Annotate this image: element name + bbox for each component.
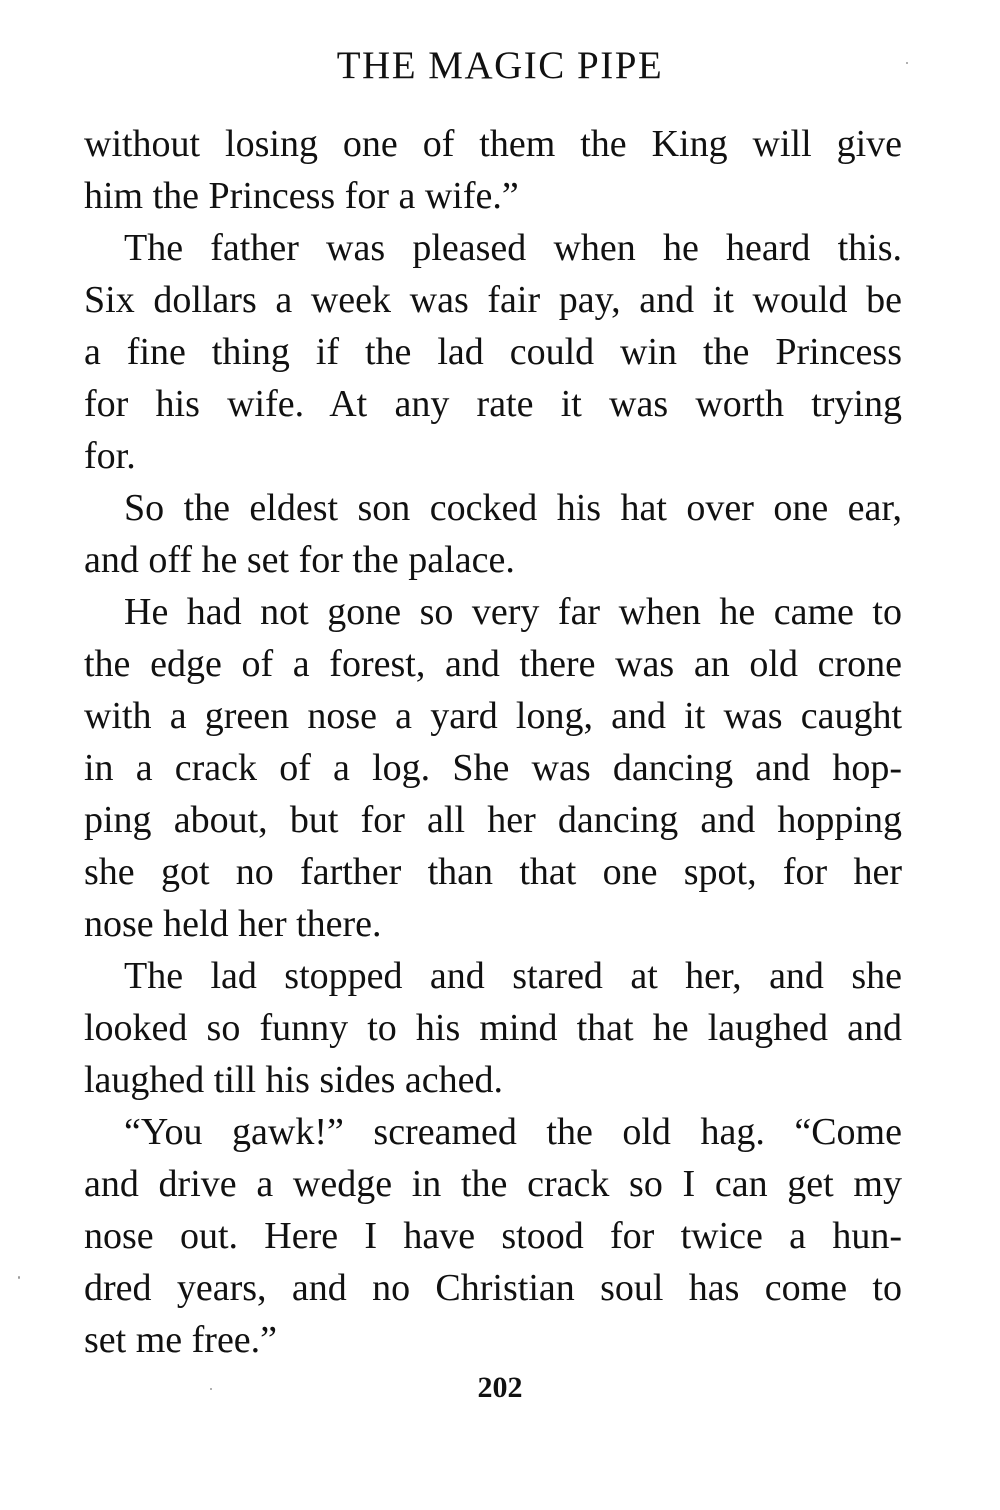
text-line: she got no farther than that one spot, for her	[84, 851, 902, 893]
text-line: laughed till his sides ached.	[84, 1059, 503, 1101]
page-text	[84, 118, 902, 1366]
text-line: the edge of a forest, and there was an old crone	[84, 643, 902, 685]
text-line: The lad stopped and stared at her, and she	[124, 955, 902, 997]
text-line: for.	[84, 435, 136, 477]
text-line: ping about, but for all her dancing and hopping	[84, 799, 902, 841]
print-speck	[210, 1388, 212, 1390]
text-line: looked so funny to his mind that he laughed and	[84, 1007, 902, 1049]
text-line: nose held her there.	[84, 903, 382, 945]
text-line: with a green nose a yard long, and it was caught	[84, 695, 902, 737]
text-line: The father was pleased when he heard this.	[124, 227, 902, 269]
text-line: him the Princess for a wife.”	[84, 175, 519, 217]
page-number: 202	[477, 1371, 523, 1404]
print-speck	[906, 62, 908, 64]
text-line: nose out. Here I have stood for twice a hun-	[84, 1215, 902, 1257]
text-line: and drive a wedge in the crack so I can get my	[84, 1163, 902, 1205]
running-head: THE MAGIC PIPE	[336, 44, 664, 87]
text-line: and off he set for the palace.	[84, 539, 515, 581]
text-line: for his wife. At any rate it was worth trying	[84, 383, 902, 425]
print-speck	[18, 1276, 20, 1279]
text-line: Six dollars a week was fair pay, and it would be	[84, 279, 902, 321]
text-line: “You gawk!” screamed the old hag. “Come	[124, 1111, 902, 1153]
text-line: without losing one of them the King will give	[84, 123, 902, 165]
text-line: He had not gone so very far when he came to	[124, 591, 902, 633]
text-line: dred years, and no Christian soul has come to	[84, 1267, 902, 1309]
text-line: So the eldest son cocked his hat over one ear,	[124, 487, 902, 529]
text-line: a fine thing if the lad could win the Princess	[84, 331, 902, 373]
text-line: in a crack of a log. She was dancing and hop-	[84, 747, 902, 789]
text-line: set me free.”	[84, 1319, 278, 1361]
